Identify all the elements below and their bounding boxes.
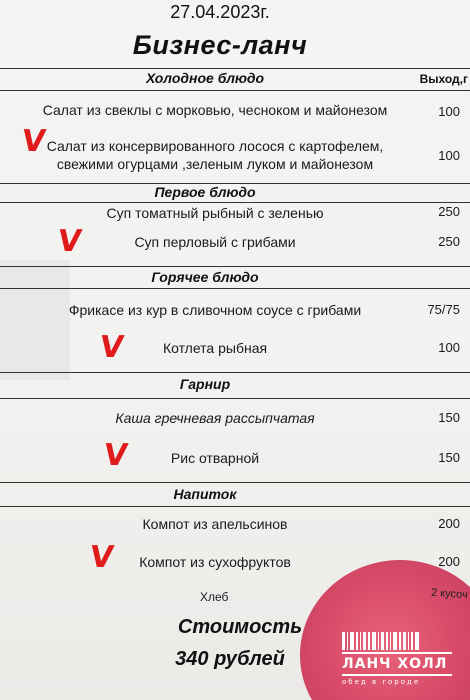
menu-item-yield: 100 [438, 104, 460, 119]
menu-item-yield: 200 [438, 516, 460, 531]
checkmark-icon: V [55, 224, 84, 259]
menu-item [20, 203, 410, 223]
menu-item [20, 92, 410, 128]
divider [0, 68, 470, 69]
section-heading-side: Гарнир [179, 376, 231, 392]
divider [0, 506, 470, 507]
menu-item-yield: 150 [438, 410, 460, 425]
logo-tagline: обед в городе [342, 678, 421, 686]
menu-item-yield: 250 [438, 204, 460, 219]
menu-item [20, 338, 410, 358]
section-heading-drink: Напиток [173, 486, 237, 502]
section-heading-cold: Холодное блюдо [145, 70, 265, 86]
divider [0, 288, 470, 289]
menu-title: Бизнес-ланч [132, 30, 308, 60]
menu-item-name: Рис отварной [170, 450, 260, 466]
menu-item-name: Суп перловый с грибами [134, 234, 296, 250]
menu-item-yield: 250 [438, 234, 460, 249]
divider [0, 482, 470, 483]
brand-logo [342, 632, 452, 686]
yield-header: Выход,г [419, 72, 468, 86]
menu-item-name: Салат из консервированного лосося с картофелем, свежими огурцами ,зеленым луком и майонезом [46, 138, 384, 172]
bread-amount: 2 кусоч [430, 586, 469, 602]
menu-item-yield: 75/75 [427, 302, 460, 317]
menu-item-name: Фрикасе из кур в сливочном соусе с грибами [68, 302, 362, 318]
menu-item-yield: 200 [438, 554, 460, 569]
checkmark-icon: V [97, 330, 126, 365]
menu-item [20, 514, 410, 534]
menu-item [20, 128, 410, 182]
price-value: 340 рублей [175, 648, 285, 670]
checkmark-icon: V [87, 540, 116, 575]
menu-item-yield: 150 [438, 450, 460, 465]
menu-item-name: Каша гречневая рассыпчатая [115, 410, 315, 426]
menu-item-name: Котлета рыбная [162, 340, 268, 356]
menu-item-name: Компот из апельсинов [142, 516, 288, 532]
menu-item [20, 408, 410, 428]
menu-item-name: Компот из сухофруктов [139, 554, 291, 570]
divider [0, 266, 470, 267]
menu-date: 27.04.2023г. [170, 2, 270, 22]
bread-label: Хлеб [200, 590, 229, 604]
divider [0, 372, 470, 373]
checkmark-icon: V [19, 124, 48, 159]
menu-item-yield: 100 [438, 340, 460, 355]
price-label: Стоимость [177, 616, 303, 638]
menu-item-name: Салат из свеклы с морковью, чесноком и майонезом [42, 102, 388, 118]
divider [0, 90, 470, 91]
menu-item-name: Суп томатный рыбный с зеленью [106, 205, 324, 221]
menu-item [20, 552, 410, 572]
section-heading-first: Первое блюдо [154, 184, 256, 200]
menu-item [20, 448, 410, 468]
checkmark-icon: V [101, 438, 130, 473]
menu-item-yield: 100 [438, 148, 460, 163]
menu-item [20, 300, 410, 320]
section-heading-hot: Горячее блюдо [151, 269, 259, 285]
barcode-icon [342, 632, 452, 650]
divider [0, 398, 470, 399]
logo-name: ЛАНЧ ХОЛЛ [342, 652, 452, 676]
